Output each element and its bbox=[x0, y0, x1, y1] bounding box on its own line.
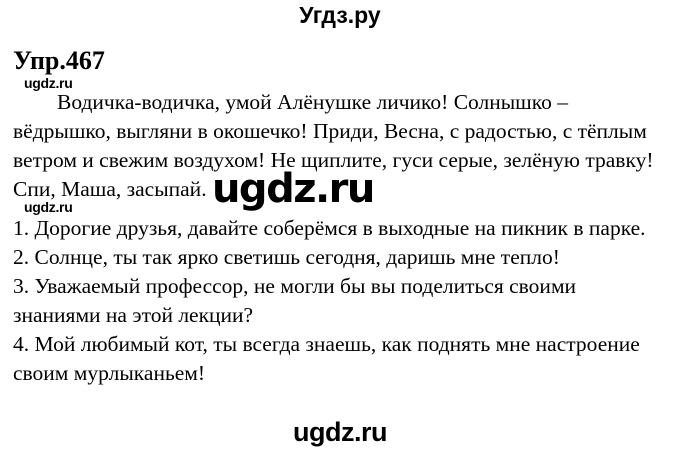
answer-item-4: 4. Мой любимый кот, ты всегда знаешь, как поднять мне настроение своим мурлыканьем! bbox=[13, 332, 640, 385]
watermark-bottom: ugdz.ru bbox=[293, 417, 387, 447]
watermark-small-top: ugdz.ru bbox=[24, 75, 73, 91]
answer-item-2: 2. Солнце, ты так ярко светишь сегодня, даришь мне тепло! bbox=[13, 245, 560, 269]
answer-item-3: 3. Уважаемый профессор, не могли бы вы поделиться своими знаниями на этой лекции? bbox=[13, 274, 577, 327]
answer-paragraph bbox=[13, 88, 658, 212]
watermark-small-middle: ugdz.ru bbox=[24, 199, 73, 215]
site-title: Угдз.ру bbox=[299, 2, 381, 28]
answer-list bbox=[13, 214, 651, 388]
exercise-number: Упр.467 bbox=[13, 46, 105, 75]
answer-item-1: 1. Дорогие друзья, давайте соберёмся в выходные на пикник в парке. bbox=[13, 216, 646, 240]
inline-watermark-large: ugdz.ru bbox=[211, 166, 374, 212]
answer-paragraph-text: Водичка-водичка, умой Алёнушке личико! Солнышко – вёдрышко, выгляни в окошечко! Приди, Весна, с радостью, с тёплым ветром и свежим воздухом! Не щиплите, гуси серые, зелёную травку! Спи, Маша, засыпай. bbox=[13, 90, 654, 201]
